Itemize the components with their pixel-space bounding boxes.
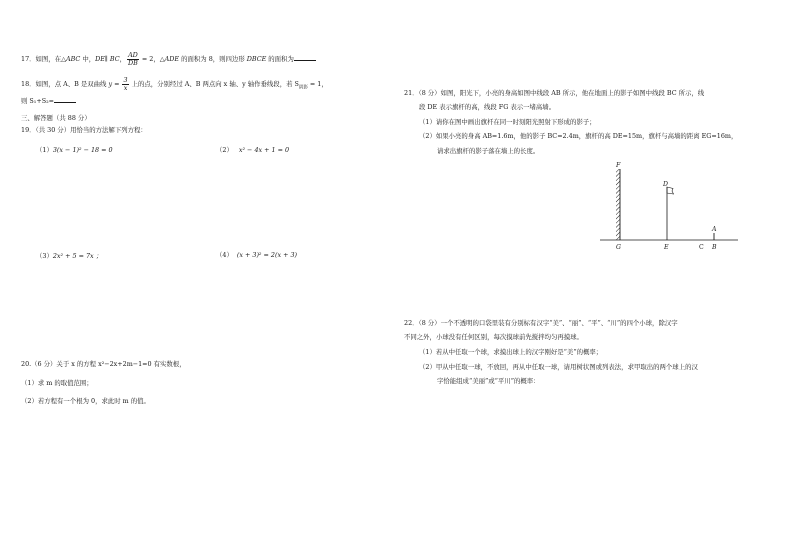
question-21-line-2: 段 DE 表示旗杆的高，线段 FG 表示一堵高墙。 (419, 103, 556, 111)
question-20-title: 20.（6 分）关于 x 的方程 x²−2x+2m−1=0 有实数根， (21, 360, 186, 368)
q19-part-3-label: （3） (36, 252, 53, 260)
q17-fraction (127, 52, 139, 66)
q19-part-4-label: （4） (216, 251, 233, 259)
q18-line2: 则 S₁+S₂= (21, 97, 55, 105)
q18-subscript: 阴影 (298, 85, 308, 91)
q17-de-parallel-bc: DE∥ BC (95, 55, 120, 64)
q17-triangle-ade: ADE (164, 55, 180, 64)
q17-triangle-abc: ABC (66, 55, 81, 64)
q17-mid2: ， (119, 55, 127, 64)
q17-mid1: 中， (80, 55, 96, 64)
q19-part-2 (216, 147, 289, 153)
q18-suffix: 上的点，分别经过 A、B 两点向 x 轴、y 轴作垂线段，若 S (129, 80, 299, 89)
section-3-heading: 三、解答题（共 88 分） (21, 114, 91, 122)
q21-part-2: （2）如果小亮的身高 AB=1.6m，他的影子 BC=2.4m，旗杆的高 DE=15m，旗杆与高墙的距离 EG=16m， (419, 132, 738, 140)
q18-fraction (122, 77, 128, 91)
q18-y-equals: y = (108, 80, 122, 89)
q17-fraction-numerator: AD (128, 51, 138, 59)
q22-part-1: （1）若从中任取一个球，求摸出球上的汉字刚好是“美”的概率； (419, 348, 603, 356)
q17-mid4: 的面积为 8，则四边形 (179, 55, 247, 64)
label-c: C (699, 244, 704, 251)
question-18-line-2 (21, 97, 76, 104)
q18-suffix2: = 1， (307, 80, 328, 89)
question-21-line-1: 21．（8 分）如图，阳光下，小亮的身高如图中线段 AB 所示，他在地面上的影子如图中线段 BC 所示，线 (404, 89, 705, 97)
q18-answer-blank (54, 97, 76, 103)
label-d: D (663, 181, 668, 188)
label-b: B (712, 244, 717, 251)
q17-mid3: = 2，△ (139, 55, 165, 64)
wall-hatching (616, 169, 620, 240)
q21-part-2-line-2: 请求出旗杆的影子落在墙上的长度。 (437, 147, 540, 155)
q21-figure (596, 158, 746, 258)
q22-part-2-line-2: 字恰能组成“美丽”或“平川”的概率： (437, 377, 540, 385)
q21-figure-svg (596, 158, 746, 258)
label-e: E (664, 244, 669, 251)
question-22-line-1: 22．（8 分）一个不透明的口袋里装有分别标有汉字“美”、“丽”、“平”、“川”的四个小球，除汉字 (404, 319, 678, 327)
q22-part-2: （2）甲从中任取一球，不放回，再从中任取一球，请用树状图或列表法，求甲取出的两个球上的汉 (419, 363, 698, 371)
q19-part-1-equation: 3(x − 1)² − 18 = 0 (52, 146, 113, 154)
q19-part-4-equation: (x + 3)² = 2(x + 3) (236, 251, 298, 259)
q19-part-2-label: （2） (216, 146, 233, 154)
q19-part-1-label: （1） (36, 146, 53, 154)
q17-answer-blank (294, 55, 316, 61)
q19-part-1 (36, 147, 113, 153)
q17-fraction-denominator: DB (128, 58, 138, 67)
label-f: F (616, 162, 621, 169)
label-a: A (712, 226, 717, 233)
question-17 (21, 52, 316, 66)
q17-suffix: 的面积为 (266, 55, 294, 64)
q19-part-4 (216, 252, 297, 258)
label-g: G (616, 244, 621, 251)
q19-part-2-equation: x² − 4x + 1 = 0 (238, 146, 290, 154)
q20-part-2: （2）若方程有一个根为 0，求此时 m 的值。 (21, 397, 150, 405)
q19-part-3 (36, 253, 102, 259)
q19-part-3-equation: 2x² + 5 = 7x ； (52, 252, 103, 260)
question-22-line-2: 不同之外，小球没有任何区别，每次摸球前先搅拌均匀再摸球。 (404, 333, 583, 341)
q17-prefix: 17．如图，在△ (21, 55, 66, 64)
question-18 (21, 77, 328, 91)
q18-prefix: 18．如图，点 A、B 是双曲线 (21, 80, 109, 89)
q20-part-1: （1）求 m 的取值范围； (21, 379, 93, 387)
question-19-title: 19．（共 30 分）用恰当的方法解下列方程： (21, 126, 147, 134)
q21-part-1: （1）请你在图中画出旗杆在同一时刻阳光照射下形成的影子； (419, 118, 596, 126)
flag-icon (667, 187, 674, 194)
q18-fraction-denominator: x (123, 83, 128, 92)
q17-quad-dbce: DBCE (246, 55, 267, 64)
q18-fraction-numerator: 3 (123, 76, 128, 84)
